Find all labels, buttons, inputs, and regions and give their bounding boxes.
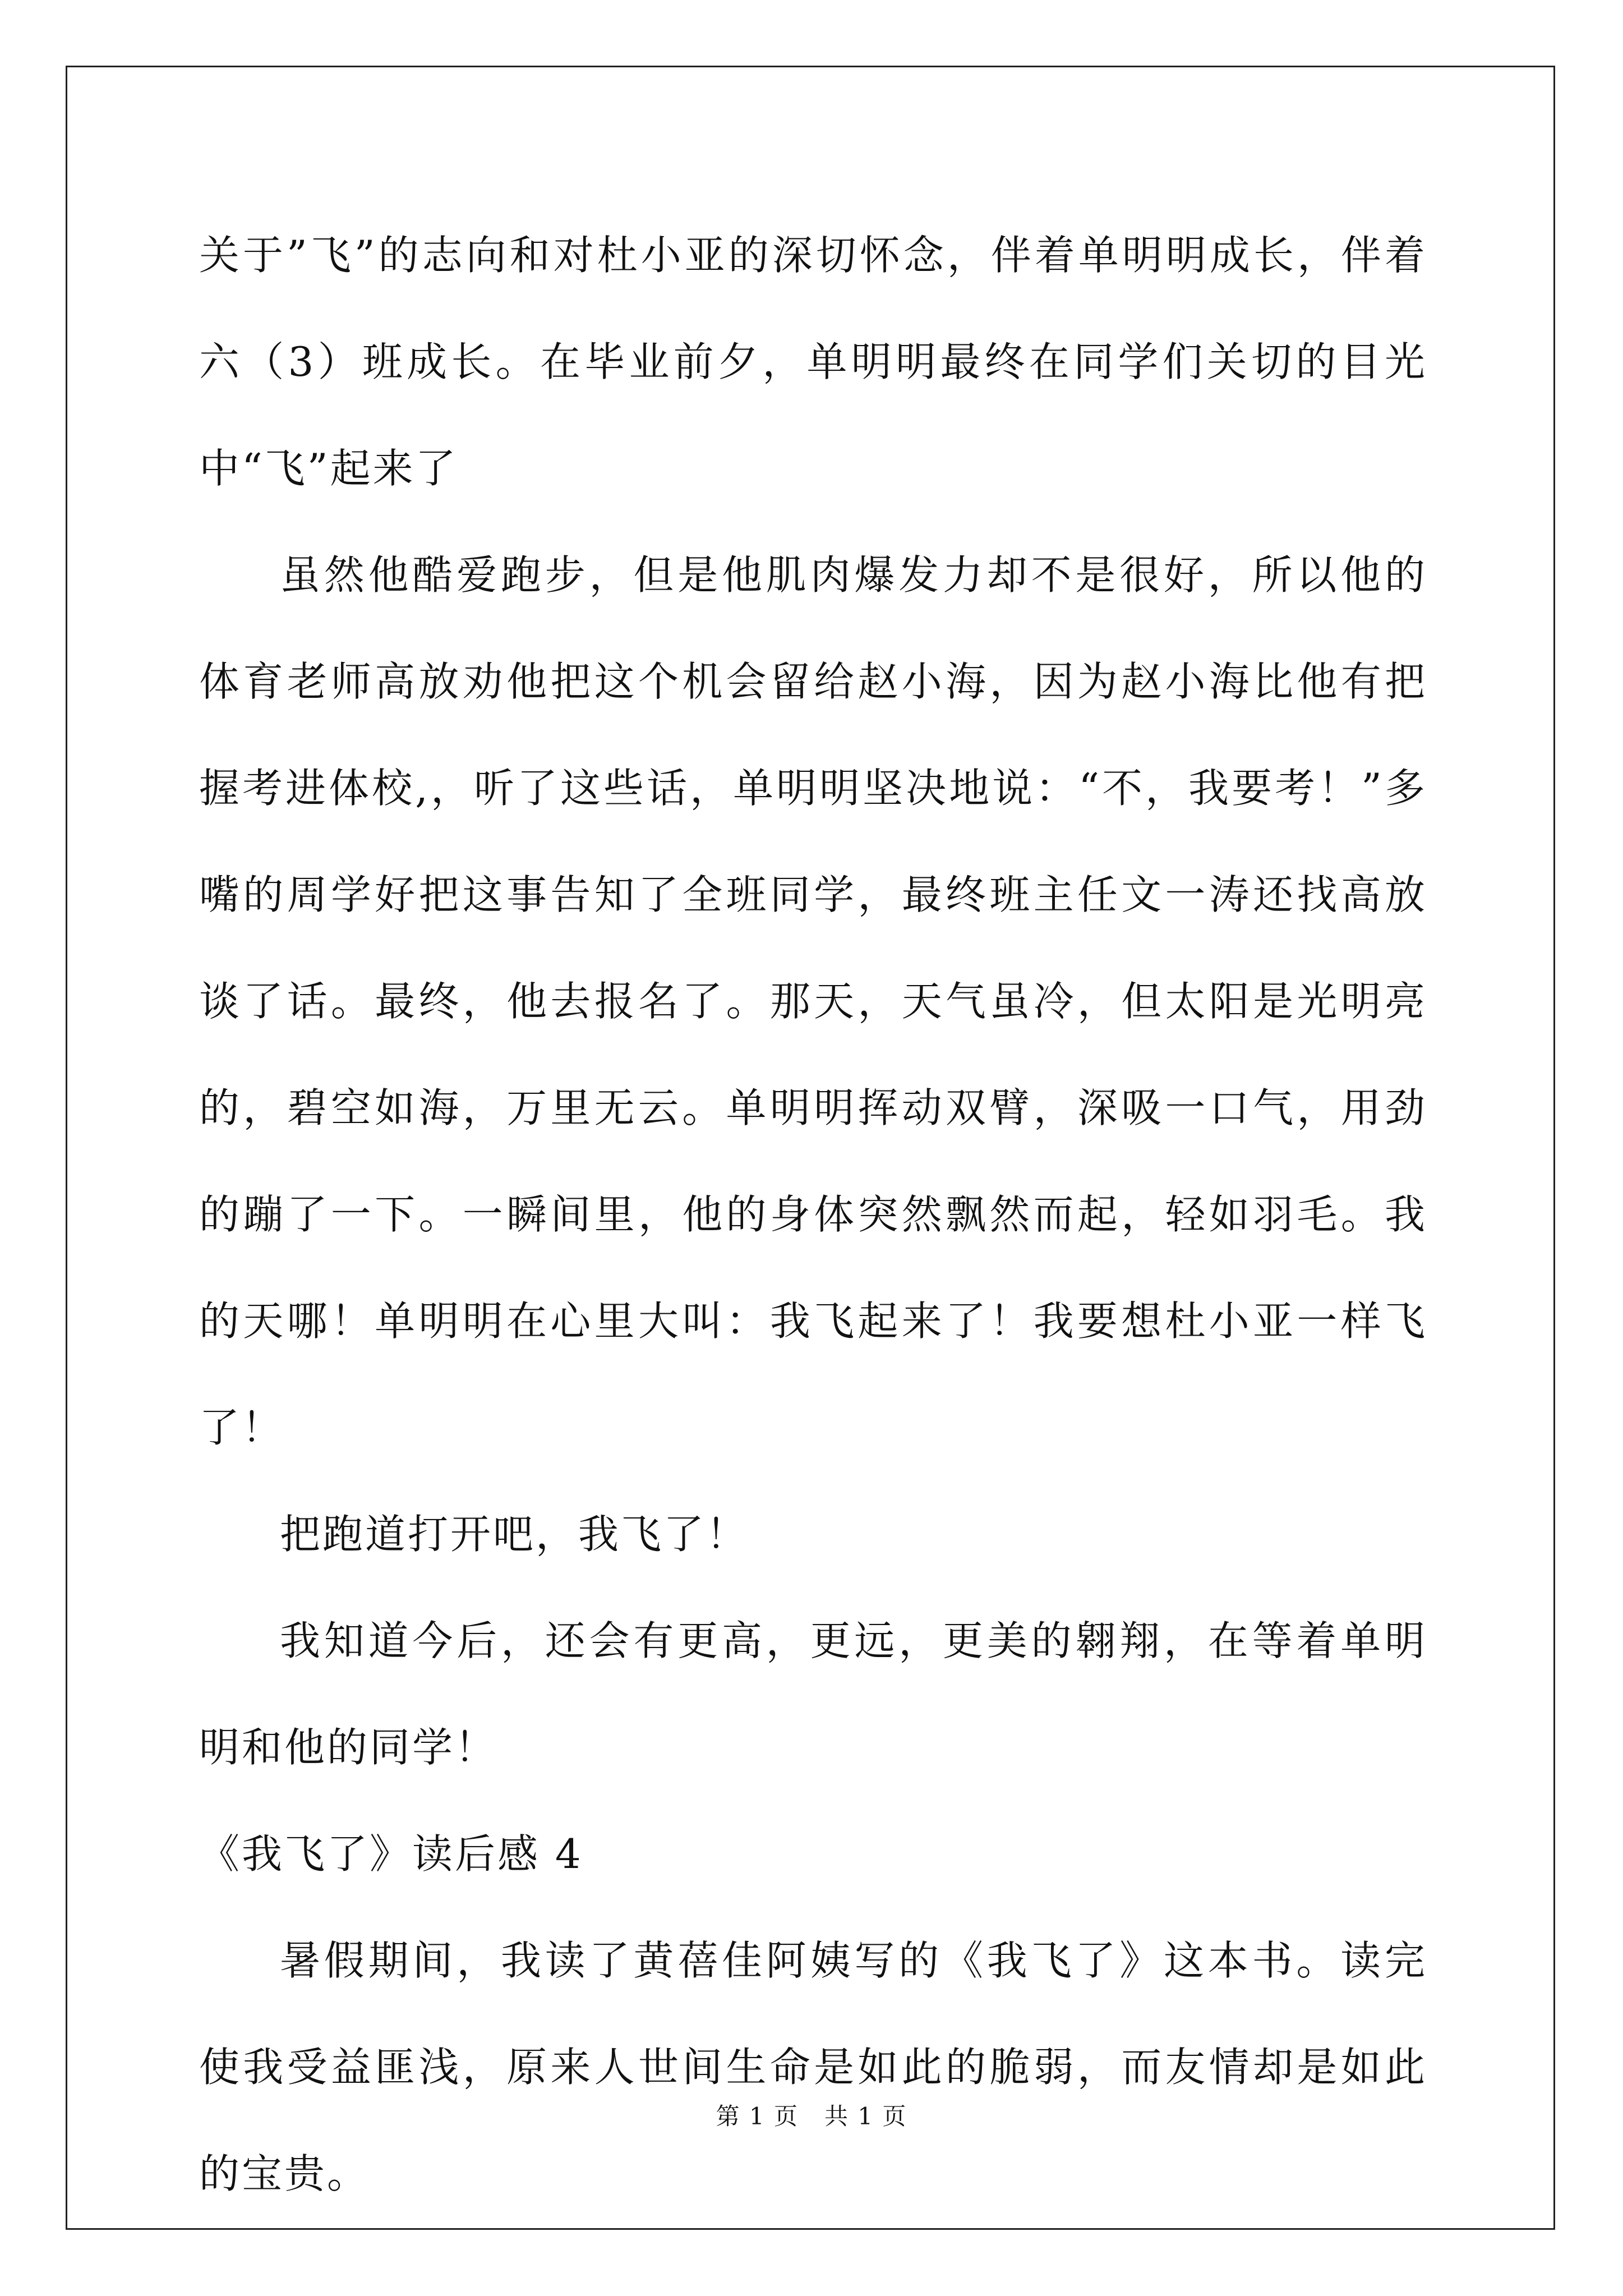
paragraph-continuation: 关于”飞”的志向和对杜小亚的深切怀念，伴着单明明成长，伴着六（3）班成长。在毕业前夕，单明明最终在同学们关切的目光中“飞”起来了 bbox=[199, 232, 1427, 492]
paragraph-future: 我知道今后，还会有更高，更远，更美的翱翔，在等着单明明和他的同学！ bbox=[199, 1617, 1427, 1771]
document-body bbox=[199, 202, 1427, 2227]
page-number: 第 1 页 bbox=[716, 2102, 799, 2130]
paragraph-running-story: 虽然他酷爱跑步，但是他肌肉爆发力却不是很好，所以他的体育老师高放劝他把这个机会留给赵小海，因为赵小海比他有把握考进体校,，听了这些话，单明明坚决地说：“不，我要考！”多嘴的周学好把这事告知了全班同学，最终班主任文一涛还找高放谈了话。最终，他去报名了。那天，天气虽冷，但太阳是光明亮的，碧空如海，万里无云。单明明挥动双臂，深吸一口气，用劲的蹦了一下。一瞬间里，他的身体突然飘然而起，轻如羽毛。我的天哪！单明明在心里大叫：我飞起来了！我要想杜小亚一样飞了！ bbox=[199, 551, 1427, 1451]
paragraph-runway: 把跑道打开吧，我飞了！ bbox=[280, 1511, 749, 1558]
paragraph-summer-reading: 暑假期间，我读了黄蓓佳阿姨写的《我飞了》这本书。读完使我受益匪浅，原来人世间生命是如此的脆弱，而友情却是如此的宝贵。 bbox=[199, 1937, 1427, 2197]
page-total: 共 1 页 bbox=[824, 2102, 907, 2130]
section-title: 《我飞了》读后感 4 bbox=[199, 1830, 583, 1878]
page-footer bbox=[0, 2098, 1623, 2132]
